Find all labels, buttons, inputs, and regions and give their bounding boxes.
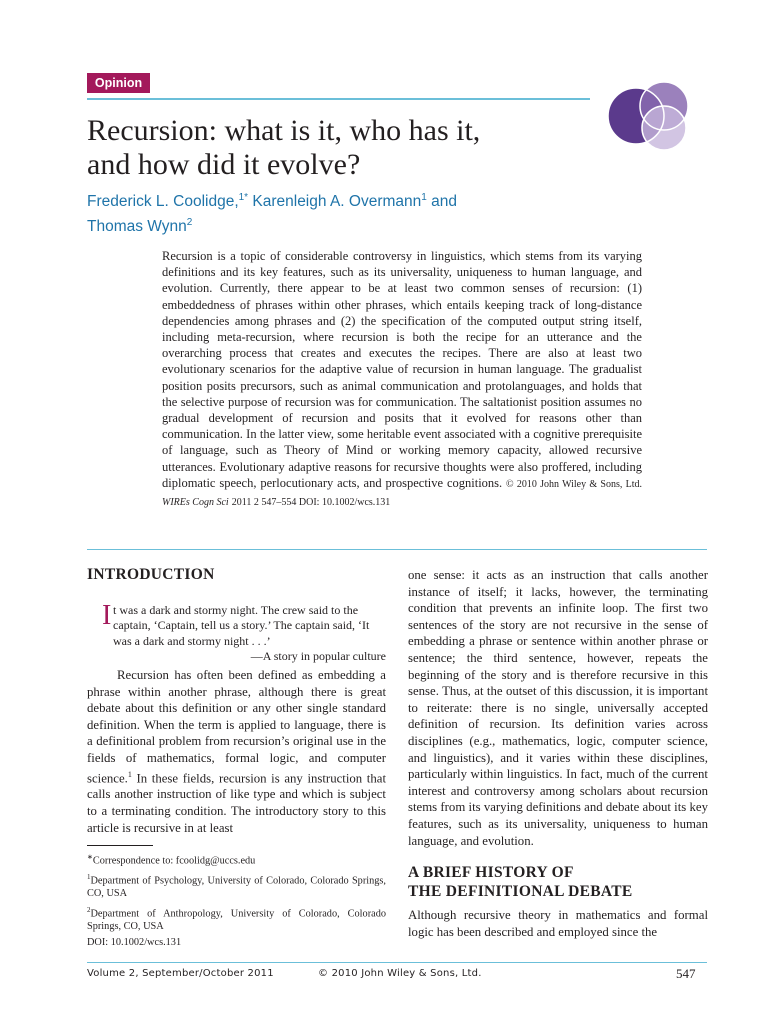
history-paragraph: Although recursive theory in mathematics and formal logic has been described and employed since the [408, 908, 708, 939]
author-affiliation-mark: 1* [238, 192, 249, 203]
author-affiliation-mark: 2 [186, 217, 193, 229]
drop-cap: I [102, 600, 112, 631]
abstract-copyright: © 2010 John Wiley & Sons, Ltd. [506, 478, 642, 490]
author-conjunction: and [426, 193, 457, 211]
body-column-right [408, 567, 708, 849]
footnote-affiliation-1: $^1$Department of Psychology, University of Colorado, Colorado Springs, CO, USA [87, 873, 386, 900]
footnote-correspondence: ∗Correspondence to: fcoolidg@uccs.edu [87, 853, 256, 867]
abstract-text: Recursion is a topic of considerable controversy in linguistics, which stems from its varying definitions and its key features, such as its universality, uniqueness to human language, and evolution. Currently, there appear to be at least two common senses of recursion: (1) embeddedness of phrases within other phrases, which entails keeping track of long-distance dependencies among phrases and (2) the specification of the computed output string itself, including meta-recursion, where recursion is both the recipe for an utterance and the overarching process that creates and executes the recipes. There are also at least two evolutionary scenarios for the adaptive value of recursion in human language. The gradualist position posits precursors, such as animal communication and protolanguages, and holds that the selective purpose of recursion was for communication. The saltationist position assumes no gradual development of recursion and posits that it evolved for reasons other than communication. In the latter view, some heritable event associated with a cognitive prerequisite of language, such as Theory of Mind or working memory capacity, allowed recursive utterances. Evolutionary adaptive reasons for recursive thoughts were also proffered, including diplomatic speech, perlocutionary acts, and prospective cognitions. [162, 249, 642, 490]
page-number: 547 [676, 966, 696, 981]
footnote-rule [87, 845, 153, 846]
footnote-affiliation-2: $^2$Department of Anthropology, University of Colorado, Colorado Springs, CO, USA [87, 906, 386, 933]
paragraph: one sense: it acts as an instruction that calls another instance of itself; it lacks, however, the terminating condition that prevents an infinite loop. The first two sentences of the story are not recursive in the sense of embedding a phrase or sentence within another phrase or sentence; the third sentence, however, repeats the beginning of the story and is therefore recursive in this sense. Thus, at the outset of this discussion, it is important to reiterate: there is no single, universally accepted definition of recursion. Its definition varies across disciplines (e.g., mathematics, logic, computer science, and linguistics), and it varies within these disciplines, particularly within linguistics. In fact, much of the current interest and controversy among scholars about recursion stems from its varying definitions and debate about its key features, such as its universality, uniqueness to human language, and evolution. [408, 568, 708, 848]
title-line-1: Recursion: what is it, who has it, [87, 114, 481, 147]
author-wynn[interactable]: Thomas Wynn [87, 218, 187, 236]
abstract-citation: 2011 2 547–554 DOI: 10.1002/wcs.131 [231, 497, 391, 509]
section-tag: Opinion [87, 73, 150, 93]
epigraph-attribution: —A story in popular culture [250, 648, 386, 663]
author-list [87, 187, 587, 237]
epigraph [101, 600, 386, 664]
journal-name: WIREs Cogn Sci [162, 497, 229, 509]
header-rule [87, 98, 590, 100]
abstract [162, 248, 642, 510]
abstract-rule [87, 549, 707, 550]
author-affiliation-mark: 1 [421, 192, 427, 203]
reference-mark[interactable]: 1 [127, 769, 132, 779]
section-heading-introduction: INTRODUCTION [87, 566, 215, 583]
footer-rule [87, 962, 707, 963]
body-column-left [87, 667, 386, 836]
section-heading-history: A BRIEF HISTORY OF THE DEFINITIONAL DEBATE [408, 864, 633, 900]
footer-volume: Volume 2, September/October 2011 [87, 968, 274, 979]
author-overmann[interactable]: Karenleigh A. Overmann [248, 193, 422, 211]
footer-copyright: © 2010 John Wiley & Sons, Ltd. [318, 968, 482, 979]
article-title [87, 114, 587, 182]
footnotes [87, 851, 386, 953]
epigraph-text: t was a dark and stormy night. The crew said to the captain, ‘Captain, tell us a story.’ The captain said, ‘It was a dark and stormy night . . .’ [113, 603, 370, 648]
title-line-2: and how did it evolve? [87, 148, 361, 181]
paragraph: Recursion has often been defined as embedding a phrase within another phrase, although there is great debate about this definition or any other single standard definition. When the term is applied to language, there is a definitional problem from recursion’s original use in the fields of mathematics, formal logic, and computer science.$^1$ In these fields, recursion is any instruction that calls another instruction of like type and which is subject to a terminating condition. The introductory story to this article is recursive in at least [87, 668, 386, 835]
author-coolidge[interactable]: Frederick L. Coolidge, [87, 193, 239, 211]
footnote-doi: DOI: 10.1002/wcs.131 [87, 937, 182, 949]
journal-logo-icon [602, 78, 702, 150]
